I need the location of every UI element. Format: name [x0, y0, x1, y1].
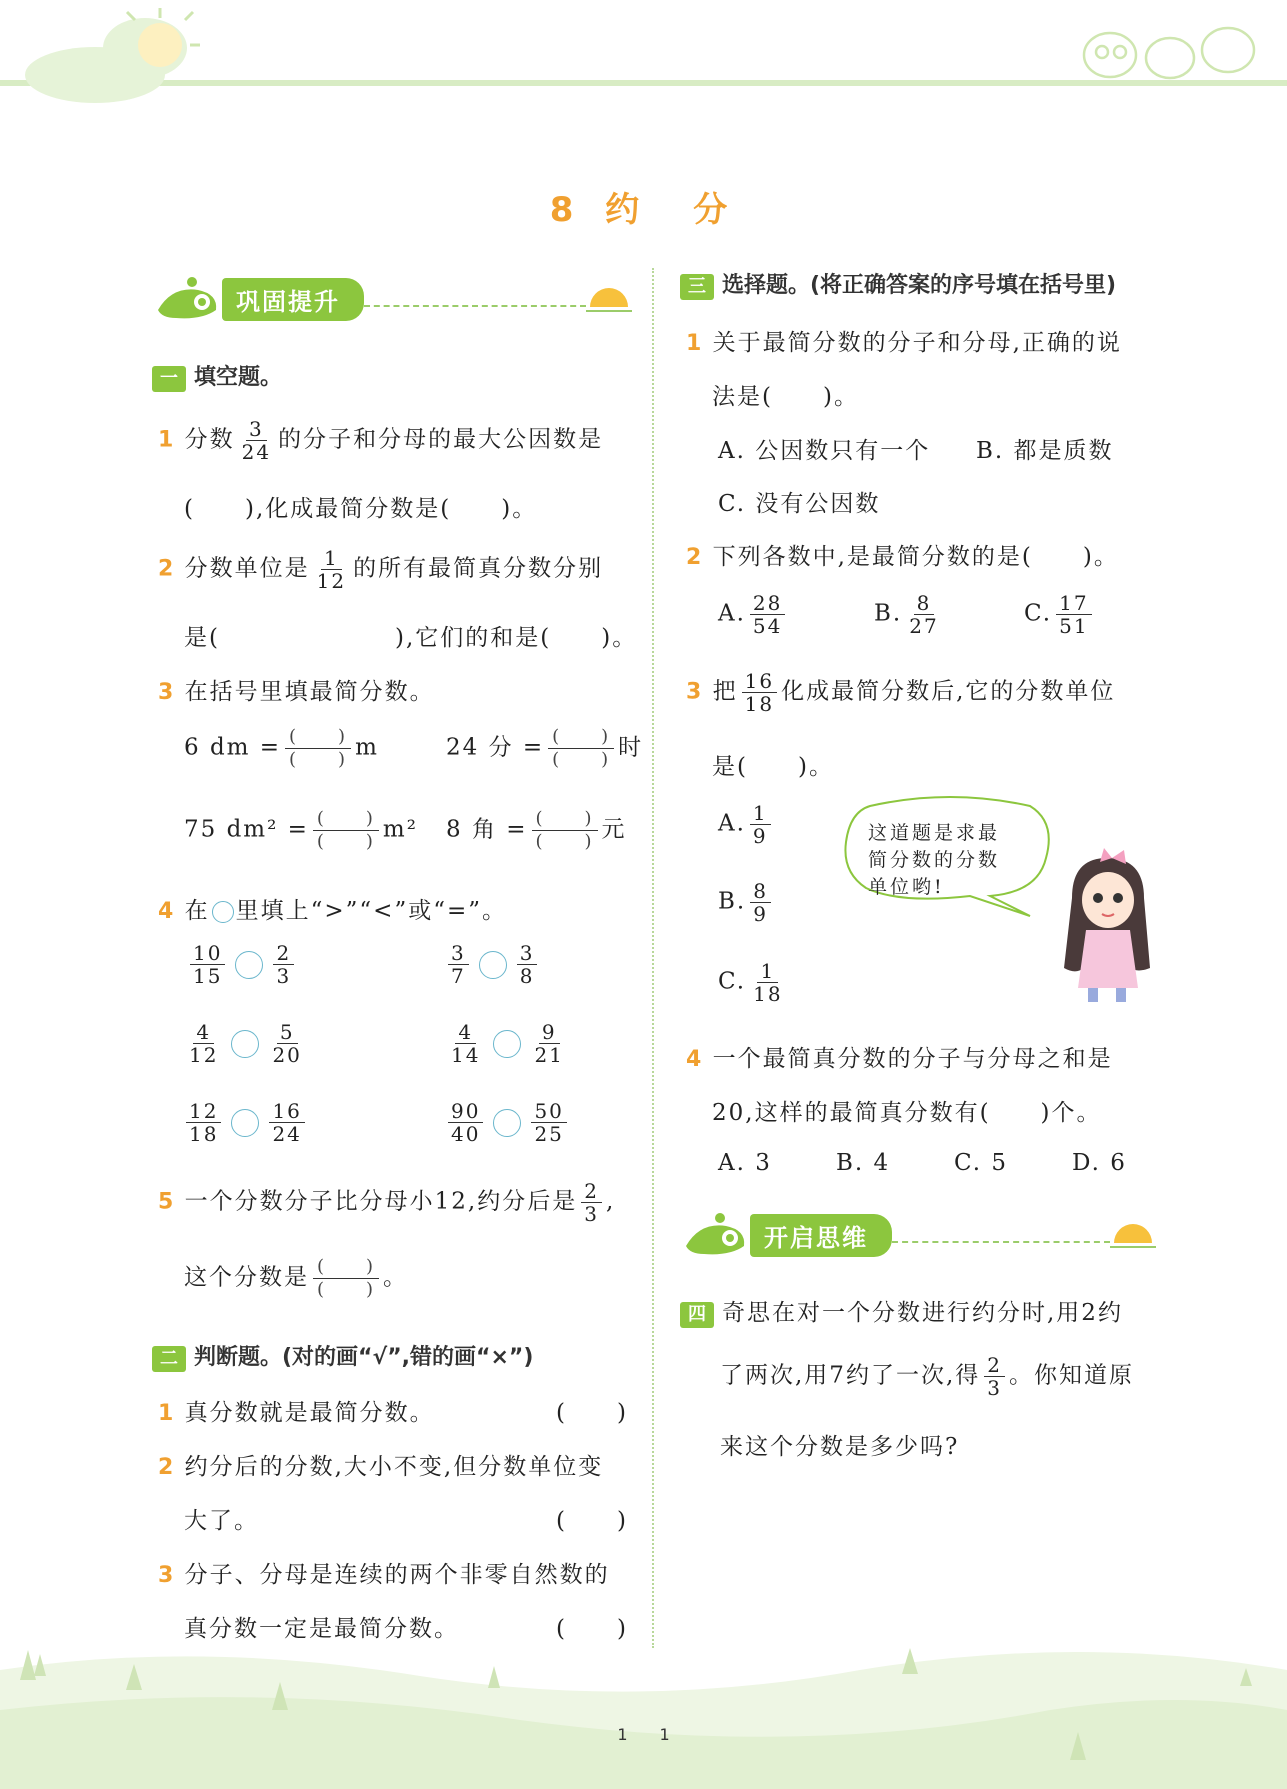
- whale-icon: [152, 276, 222, 322]
- question-text: 的分子和分母的最大公因数是: [278, 426, 604, 453]
- section-title: 填空题。: [194, 365, 283, 390]
- section-fill-blank: [152, 360, 282, 392]
- question-text: 分数: [184, 426, 235, 453]
- judge-2: 2 约分后的分数,大小不变,但分数单位变: [158, 1454, 604, 1480]
- compare-circle[interactable]: [493, 1109, 521, 1137]
- fraction: $\frac{3}{24}$: [241, 417, 272, 464]
- question-text: 在括号里填最简分数。: [184, 679, 435, 705]
- option[interactable]: C. 没有公因数: [718, 491, 881, 517]
- banner-dash: [364, 305, 586, 307]
- choice-1: 1 关于最简分数的分子和分母,正确的说: [686, 330, 1122, 356]
- judge-1: 1 真分数就是最简分数。: [158, 1400, 435, 1426]
- choice-2: 2 下列各数中,是最简分数的是( )。: [686, 544, 1119, 570]
- section-tag: 四: [680, 1302, 714, 1328]
- whale-icon: [680, 1212, 750, 1258]
- section-title: 选择题。(将正确答案的序号填在括号里): [722, 273, 1117, 298]
- conversion-item[interactable]: 8 角 = $\frac{( )}{( )}$ 元: [446, 808, 627, 852]
- thinking-line3: 来这个分数是多少吗?: [720, 1434, 960, 1460]
- fraction: $\frac{2}{3}$: [581, 1180, 602, 1225]
- question-2: [158, 547, 603, 592]
- sun-icon: [1110, 1215, 1156, 1255]
- section-multiple-choice: [680, 268, 1116, 300]
- question-number: 4: [158, 899, 176, 924]
- section-tag: 一: [152, 366, 186, 392]
- option[interactable]: A. 公因数只有一个: [718, 438, 931, 464]
- banner-dash: [892, 1241, 1110, 1243]
- banner-label: 巩固提升: [222, 278, 364, 321]
- thinking-line2: 了两次,用7约了一次,得 $\frac{2}{3}$ 。你知道原: [720, 1353, 1134, 1400]
- section-title: 判断题。(对的画“√”,错的画“×”): [194, 1345, 534, 1370]
- choice-4: 4 一个最简真分数的分子与分母之和是: [686, 1046, 1113, 1072]
- question-text: 里填上“>”“<”或“=”。: [235, 898, 507, 924]
- conversion-item[interactable]: 24 分 = $\frac{( )}{( )}$ 时: [446, 726, 644, 770]
- banner-open-thinking: [680, 1212, 1156, 1258]
- compare-circle[interactable]: [479, 951, 507, 979]
- question-number: 1: [158, 427, 176, 453]
- page-number: 1 1: [617, 1725, 670, 1744]
- question-number: 5: [158, 1189, 176, 1215]
- option[interactable]: A. 3: [718, 1150, 772, 1176]
- question-5: 5 一个分数分子比分母小12,约分后是 $\frac{2}{3}$ ,: [158, 1179, 616, 1226]
- question-2-line2[interactable]: 是( ),它们的和是( )。: [184, 625, 638, 651]
- section-thinking: 四 奇思在对一个分数进行约分时,用2约: [680, 1294, 1123, 1328]
- choice-4-line2[interactable]: 20,这样的最简真分数有( )个。: [712, 1100, 1102, 1126]
- choice-3: 3 把 $\frac{16}{18}$ 化成最简分数后,它的分数单位: [686, 669, 1116, 716]
- conversion-item[interactable]: 75 dm² = $\frac{( )}{( )}$ m²: [184, 808, 418, 852]
- compare-pair[interactable]: $\frac{3}{7}$ $\frac{3}{8}$: [444, 942, 541, 987]
- compare-pair[interactable]: $\frac{12}{18}$ $\frac{16}{24}$: [182, 1100, 309, 1145]
- judge-3: 3 分子、分母是连续的两个非零自然数的: [158, 1562, 610, 1588]
- option[interactable]: A. $\frac{1}{9}$: [718, 802, 775, 847]
- question-number: 3: [158, 680, 176, 705]
- fraction: $\frac{1}{12}$: [316, 546, 347, 593]
- circle-icon: [212, 901, 234, 923]
- compare-pair[interactable]: $\frac{10}{15}$ $\frac{2}{3}$: [186, 942, 298, 987]
- compare-circle[interactable]: [231, 1109, 259, 1137]
- sun-icon: [586, 279, 632, 319]
- banner-consolidate: [152, 276, 632, 322]
- question-number: 2: [158, 556, 176, 582]
- section-tag: 二: [152, 1346, 186, 1372]
- judge-3-line2: 真分数一定是最简分数。: [184, 1616, 459, 1642]
- choice-3-line2[interactable]: 是( )。: [712, 754, 834, 780]
- question-3: [158, 673, 435, 706]
- girl-illustration: [1052, 848, 1162, 1008]
- banner-label: 开启思维: [750, 1214, 892, 1257]
- option[interactable]: B. $\frac{8}{9}$: [718, 880, 775, 925]
- footer-landscape: [0, 1640, 1287, 1789]
- question-4: [158, 892, 507, 925]
- question-text: 在: [184, 898, 210, 924]
- question-1: [158, 418, 603, 463]
- header-decoration: [0, 0, 1287, 120]
- compare-pair[interactable]: $\frac{4}{14}$ $\frac{9}{21}$: [451, 1020, 564, 1067]
- option[interactable]: B. 都是质数: [976, 438, 1114, 464]
- option[interactable]: A. $\frac{28}{54}$: [718, 592, 789, 637]
- option[interactable]: D. 6: [1072, 1150, 1127, 1176]
- hint-text: 这道题是求最 简分数的分数 单位哟!: [868, 822, 1001, 898]
- section-tag: 三: [680, 274, 714, 300]
- compare-circle[interactable]: [493, 1030, 521, 1058]
- option[interactable]: C. 5: [954, 1150, 1009, 1176]
- option[interactable]: C. $\frac{1}{18}$: [718, 959, 783, 1006]
- option[interactable]: B. 4: [836, 1150, 891, 1176]
- question-5-line2[interactable]: 这个分数是 $\frac{( )}{( )}$ 。: [184, 1256, 408, 1300]
- answer-paren[interactable]: ( ): [556, 1508, 628, 1534]
- compare-circle[interactable]: [231, 1030, 259, 1058]
- question-1-line2[interactable]: ( ),化成最简分数是( )。: [184, 496, 538, 522]
- judge-2-line2: 大了。: [184, 1508, 259, 1534]
- compare-pair[interactable]: $\frac{4}{12}$ $\frac{5}{20}$: [189, 1020, 302, 1067]
- section-true-false: [152, 1340, 533, 1372]
- page-title: 8 约 分: [549, 190, 738, 230]
- question-text: 一个分数分子比分母小12,约分后是: [184, 1188, 578, 1215]
- conversion-item[interactable]: 6 dm = $\frac{( )}{( )}$ m: [184, 726, 379, 770]
- answer-paren[interactable]: ( ): [556, 1400, 628, 1426]
- question-text: 分数单位是: [184, 555, 310, 582]
- compare-circle[interactable]: [235, 951, 263, 979]
- choice-1-line2[interactable]: 法是( )。: [712, 384, 859, 410]
- question-text: 的所有最简真分数分别: [353, 555, 604, 582]
- option[interactable]: B. $\frac{8}{27}$: [874, 591, 939, 638]
- option[interactable]: C. $\frac{17}{51}$: [1024, 592, 1096, 637]
- answer-paren[interactable]: ( ): [556, 1616, 628, 1642]
- compare-pair[interactable]: $\frac{90}{40}$ $\frac{50}{25}$: [444, 1100, 571, 1145]
- column-divider: [652, 268, 654, 1648]
